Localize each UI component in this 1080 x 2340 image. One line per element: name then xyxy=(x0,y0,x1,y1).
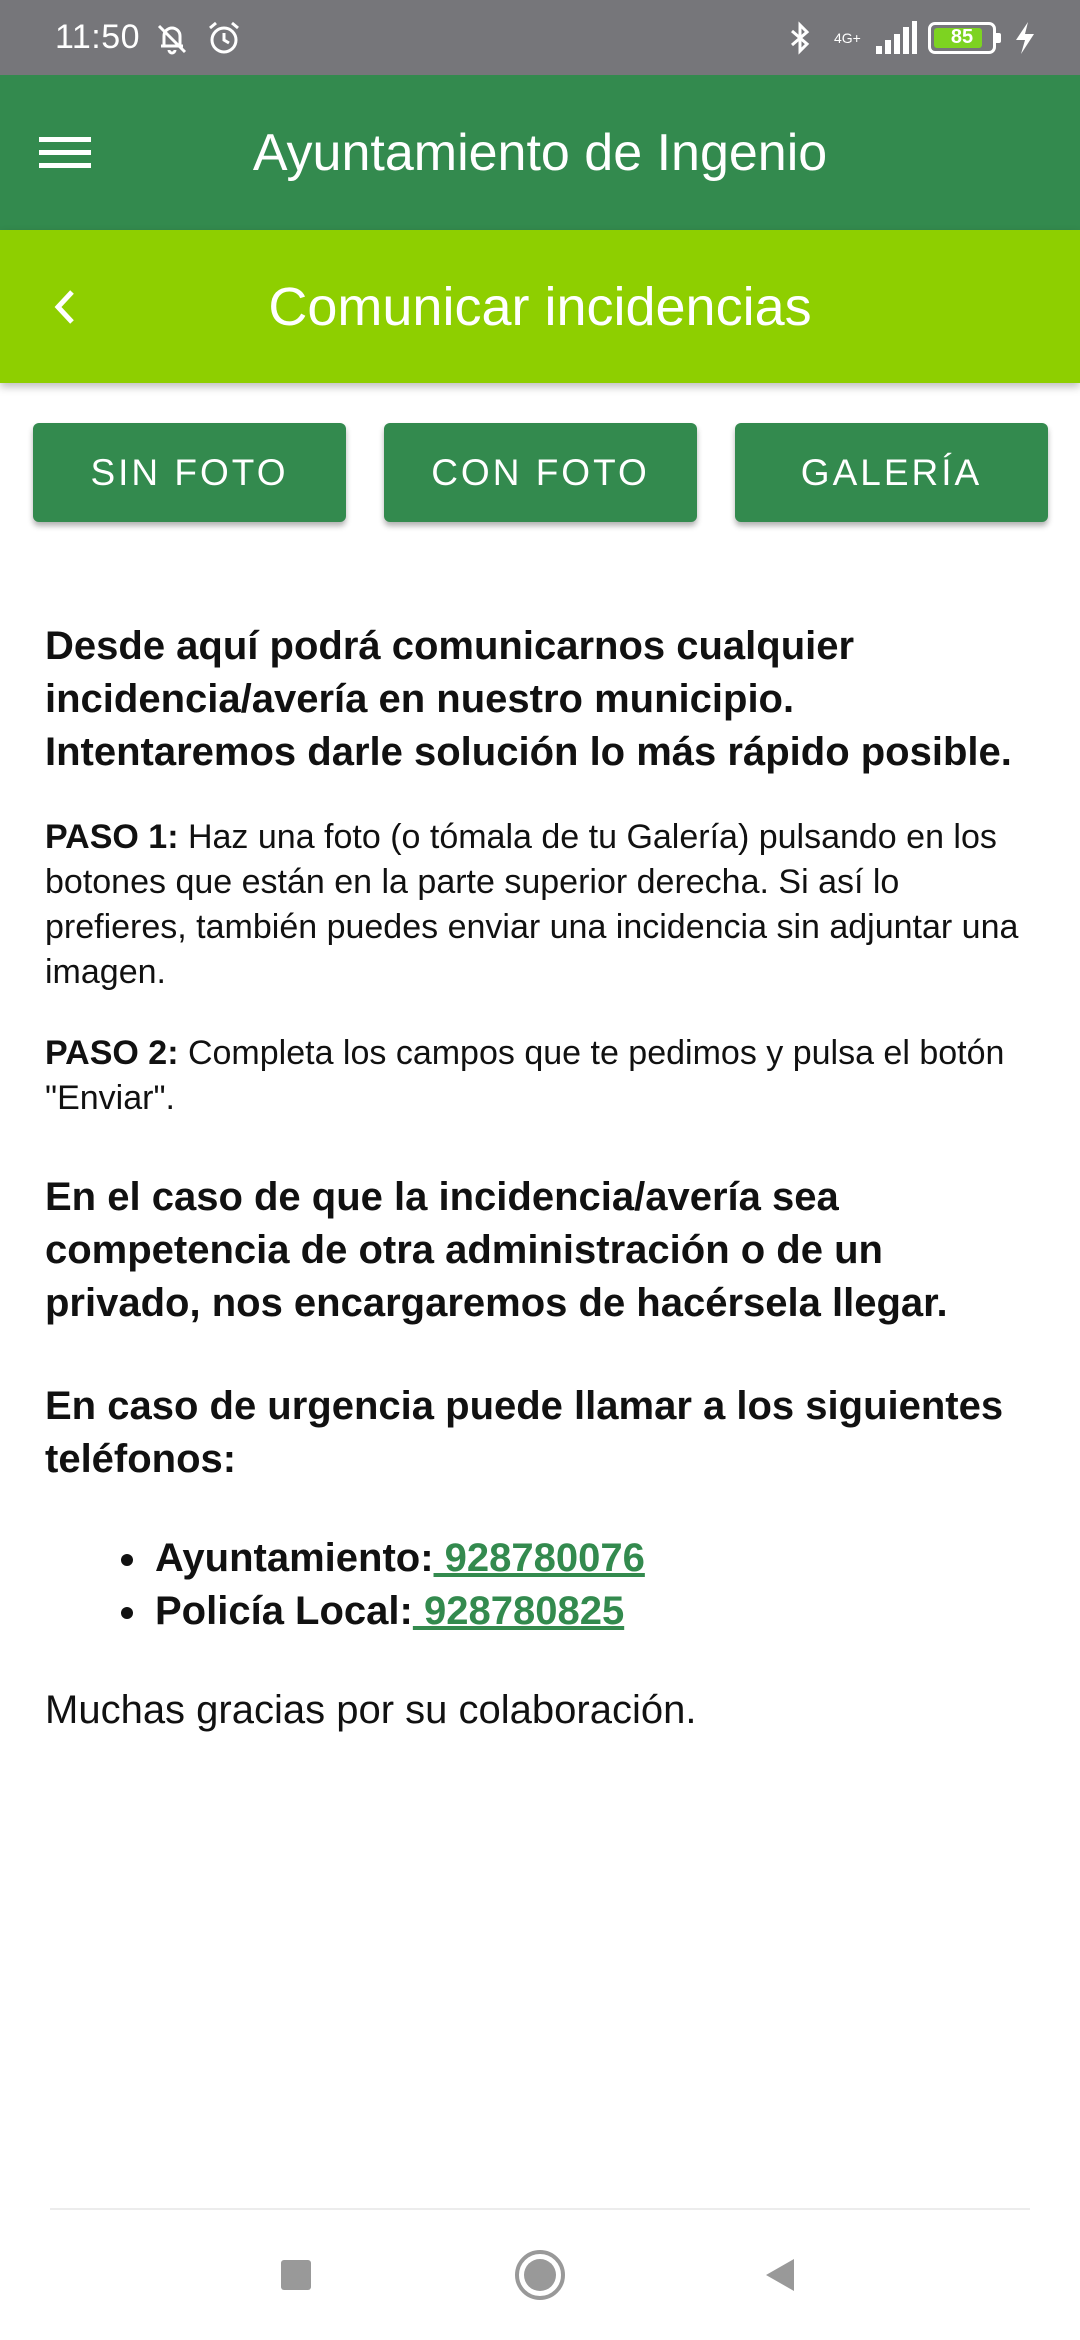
phone-link-policia-local[interactable]: 928780825 xyxy=(412,1589,625,1633)
chevron-left-icon xyxy=(50,286,80,328)
photo-actions xyxy=(33,423,1048,522)
competence-text: En el caso de que la incidencia/avería sea competencia de otra administración o de un privado, nos encargaremos de hacérsela llegar. xyxy=(45,1175,948,1325)
back-button[interactable] xyxy=(0,230,130,383)
battery-level: 85 xyxy=(950,26,974,48)
home-icon xyxy=(513,2248,567,2302)
battery-icon xyxy=(928,22,996,54)
step-1-text: Haz una foto (o tómala de tu Galería) pulsando en los botones que están en la parte superior derecha. Si así lo prefieres, también puedes enviar una incidencia sin adjuntar una imagen. xyxy=(45,818,1019,991)
app-bar xyxy=(0,75,1080,230)
thanks-text: Muchas gracias por su colaboración. xyxy=(45,1688,697,1732)
status-bar xyxy=(0,0,1080,75)
battery-cap xyxy=(996,33,1001,43)
recent-apps-icon xyxy=(276,2255,316,2295)
home-button[interactable] xyxy=(480,2215,600,2335)
nav-back-button[interactable] xyxy=(720,2215,840,2335)
status-left xyxy=(55,18,244,58)
step-2-label: PASO 2: xyxy=(45,1034,179,1072)
back-icon xyxy=(760,2255,800,2295)
intro-text: Desde aquí podrá comunicarnos cualquier incidencia/avería en nuestro municipio. Intentaremos darle solución lo más rápido posible. xyxy=(45,624,1012,774)
network-type-label: 4G+ xyxy=(834,29,861,46)
urgency-text: En caso de urgencia puede llamar a los siguientes teléfonos: xyxy=(45,1384,1004,1481)
system-nav-bar xyxy=(0,2210,1080,2340)
step-1 xyxy=(45,815,1045,995)
recent-apps-button[interactable] xyxy=(236,2215,356,2335)
step-1-label: PASO 1: xyxy=(45,818,179,856)
alarm-icon xyxy=(204,18,244,58)
instructions-content xyxy=(45,620,1045,1737)
list-item xyxy=(155,1532,1045,1585)
menu-button[interactable] xyxy=(0,75,130,230)
list-item xyxy=(155,1585,1045,1638)
charging-icon xyxy=(1010,18,1050,58)
phone-link-ayuntamiento[interactable]: 928780076 xyxy=(433,1536,645,1580)
app-title: Ayuntamiento de Ingenio xyxy=(252,123,828,182)
phone-label: Policía Local: xyxy=(155,1589,413,1633)
step-2-text: Completa los campos que te pedimos y pulsa el botón "Enviar". xyxy=(45,1034,1005,1117)
phone-label: Ayuntamiento: xyxy=(155,1536,434,1580)
step-2 xyxy=(45,1031,1045,1121)
status-time: 11:50 xyxy=(55,18,141,56)
galeria-button[interactable]: GALERÍA xyxy=(735,423,1048,522)
hamburger-menu-icon xyxy=(37,133,93,173)
bluetooth-icon xyxy=(780,18,820,58)
phone-list xyxy=(45,1532,1045,1638)
sin-foto-button[interactable]: SIN FOTO xyxy=(33,423,346,522)
status-right xyxy=(780,18,1050,58)
mute-icon xyxy=(152,18,192,58)
signal-icon xyxy=(874,18,914,58)
section-header xyxy=(0,230,1080,383)
section-title: Comunicar incidencias xyxy=(268,276,812,337)
con-foto-button[interactable]: CON FOTO xyxy=(384,423,697,522)
